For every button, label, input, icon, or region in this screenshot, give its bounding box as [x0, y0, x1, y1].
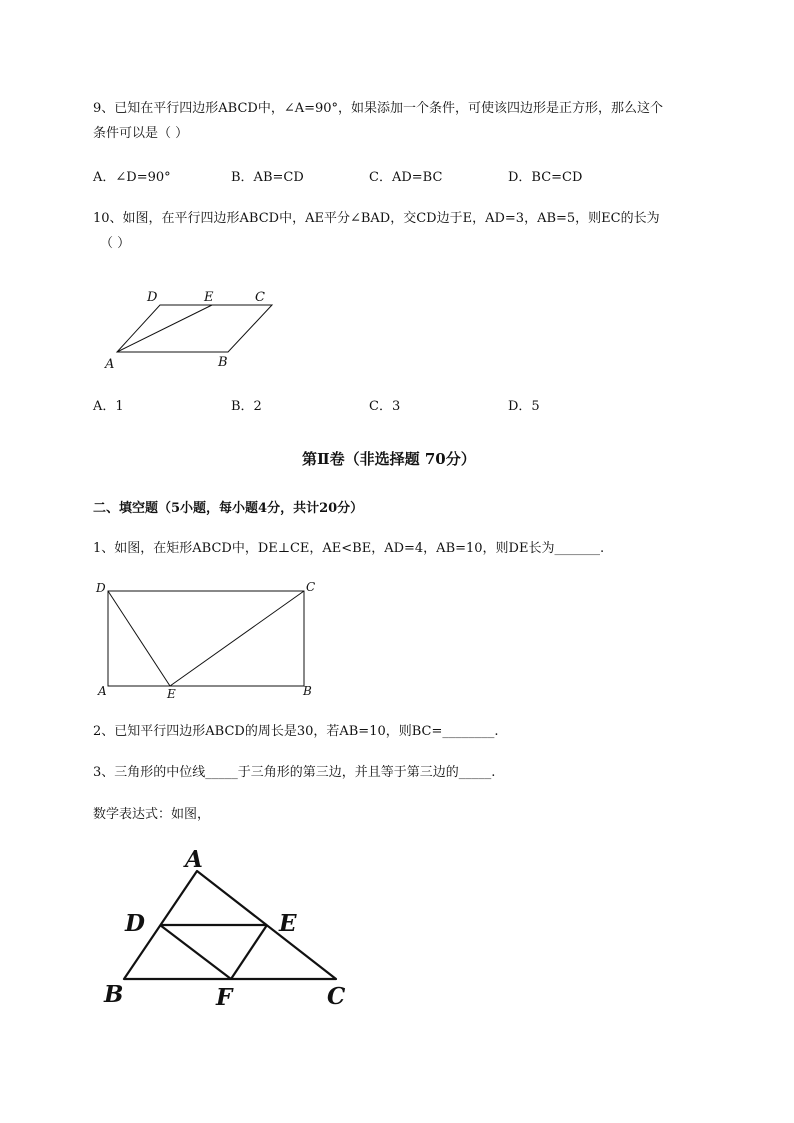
q10-stem-line2: （ ） — [100, 236, 131, 251]
q10-option-a: A．1 — [93, 399, 124, 414]
segment-ef — [231, 925, 267, 979]
label-e: E — [279, 910, 297, 937]
label-a: A — [105, 357, 115, 372]
label-c: C — [327, 983, 346, 1010]
segment-df — [160, 925, 231, 979]
q10-stem-line1: 10、如图，在平行四边形ABCD中，AE平分∠BAD，交CD边于E，AD=3，AB=5，则EC的长为 — [93, 211, 660, 226]
label-c: C — [255, 290, 265, 305]
label-e: E — [167, 687, 176, 701]
q9-option-d: D．BC=CD — [508, 170, 583, 185]
label-b: B — [303, 684, 312, 698]
label-d: D — [147, 290, 158, 305]
f2-stem: 2、已知平行四边形ABCD的周长是30，若AB=10，则BC=________. — [93, 724, 499, 739]
label-e: E — [204, 290, 214, 305]
q10-option-d: D．5 — [508, 399, 540, 414]
f3-stem: 3、三角形的中位线_____于三角形的第三边，并且等于第三边的_____. — [93, 765, 496, 780]
q9-option-c: C．AD=BC — [369, 170, 443, 185]
label-d: D — [125, 910, 145, 937]
f3-intro: 数学表达式：如图， — [93, 807, 211, 822]
q10-option-b: B．2 — [231, 399, 262, 414]
part2-title: 第Ⅱ卷（非选择题 70分） — [302, 450, 476, 468]
label-b: B — [104, 981, 124, 1008]
label-a: A — [185, 846, 203, 873]
q9-option-b: B．AB=CD — [231, 170, 304, 185]
label-c: C — [306, 580, 316, 594]
label-d: D — [96, 581, 106, 595]
label-a: A — [98, 684, 107, 698]
section2-title: 二、填空题（5小题，每小题4分，共计20分） — [93, 501, 364, 516]
q9-stem-line1: 9、已知在平行四边形ABCD中，∠A=90°，如果添加一个条件，可使该四边形是正方形，那么这个 — [93, 101, 664, 116]
label-f: F — [216, 984, 233, 1011]
f1-stem: 1、如图，在矩形ABCD中，DE⊥CE，AE<BE，AD=4，AB=10，则DE长为_______. — [93, 541, 605, 556]
q9-option-a: A．∠D=90° — [93, 170, 171, 185]
q9-stem-line2: 条件可以是（ ） — [93, 126, 189, 141]
q10-option-c: C．3 — [369, 399, 401, 414]
label-b: B — [218, 355, 228, 370]
